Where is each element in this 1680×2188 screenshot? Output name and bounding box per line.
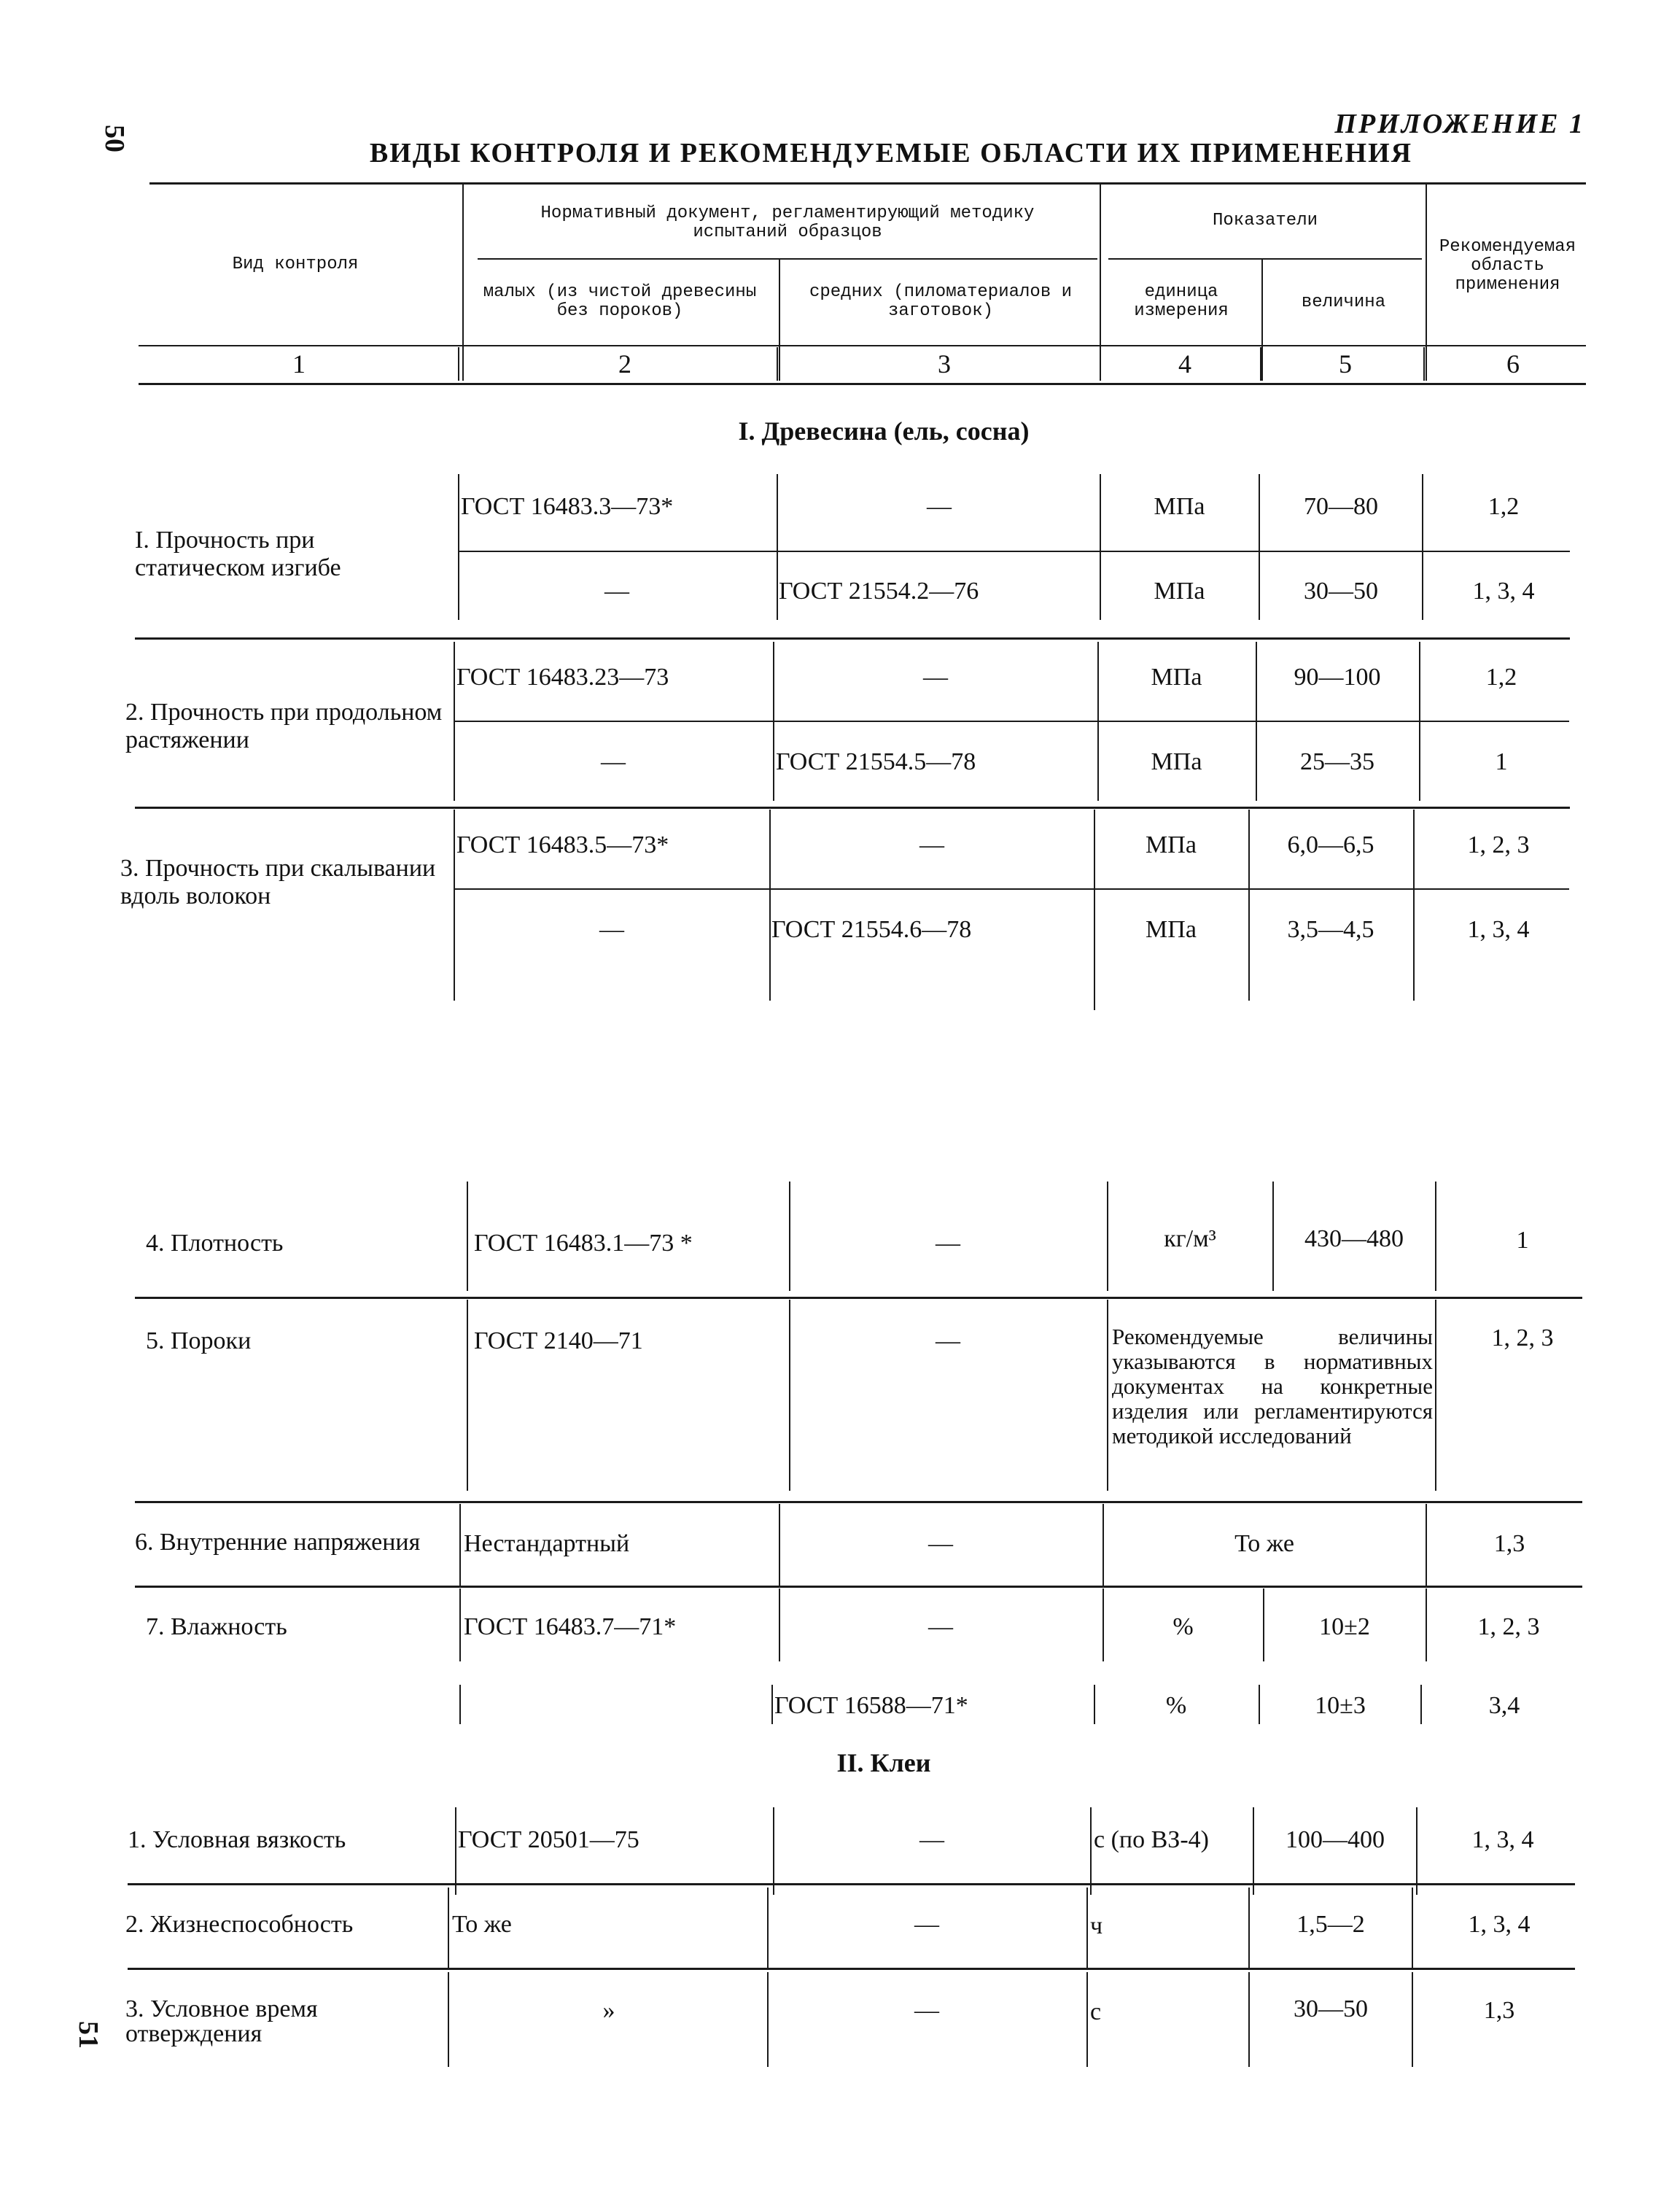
r1b-area: 1, 3, 4 [1472, 578, 1535, 605]
r4-area: 1 [1516, 1227, 1529, 1254]
r7b-unit: % [1165, 1692, 1187, 1719]
k1-doc-small: ГОСТ 20501—75 [458, 1826, 639, 1853]
r1a-doc-small: ГОСТ 16483.3—73* [461, 493, 674, 520]
k2-doc-medium: — [914, 1911, 939, 1938]
r7b-area: 3,4 [1488, 1692, 1520, 1719]
r5-note: Рекомендуемые величины указываются в нормативных документах на конкретные изделия или регламентируются методикой исследований [1112, 1324, 1433, 1448]
r6-doc-medium: — [928, 1530, 953, 1557]
r2a-value: 90—100 [1294, 664, 1381, 691]
r3b-area: 1, 3, 4 [1467, 916, 1530, 943]
r2b-area: 1 [1495, 748, 1508, 775]
glue-pot-life-name: 2. Жизнеспособность [125, 1911, 354, 1938]
r1b-doc-medium: ГОСТ 21554.2—76 [779, 578, 979, 605]
r7b-doc-medium: ГОСТ 16588—71* [774, 1692, 968, 1719]
r7a-unit: % [1172, 1613, 1194, 1640]
header-small-samples: малых (из чистой древесины без пороков) [483, 282, 757, 321]
r3a-value: 6,0—6,5 [1287, 831, 1374, 858]
glue-curing-time-name: 3. Условное время отверждения [125, 1995, 318, 2047]
page-title: ВИДЫ КОНТРОЛЯ И РЕКОМЕНДУЕМЫЕ ОБЛАСТИ ИХ ПРИМЕНЕНИЯ [369, 138, 1413, 168]
r5-area: 1, 2, 3 [1491, 1324, 1554, 1351]
k2-value: 1,5—2 [1296, 1911, 1365, 1938]
r1b-doc-small: — [604, 578, 629, 605]
r1b-value: 30—50 [1304, 578, 1378, 605]
k1-doc-medium: — [919, 1826, 944, 1853]
header-recommended-area: Рекомендуемая область применения [1439, 237, 1576, 295]
k1-value: 100—400 [1286, 1826, 1385, 1853]
r7a-area: 1, 2, 3 [1477, 1613, 1540, 1640]
column-number: 1 [292, 349, 306, 379]
r3a-area: 1, 2, 3 [1467, 831, 1530, 858]
row-shear-name: 3. Прочность при скалывании вдоль волокон [120, 855, 436, 909]
r1a-value: 70—80 [1304, 493, 1378, 520]
r3a-unit: МПа [1146, 831, 1197, 858]
page-number-bottom: 51 [73, 2021, 104, 2049]
column-number: 4 [1178, 349, 1191, 379]
row-density-name: 4. Плотность [146, 1230, 284, 1257]
r5-doc-medium: — [936, 1327, 960, 1354]
r2a-doc-small: ГОСТ 16483.23—73 [456, 664, 669, 691]
r2b-doc-medium: ГОСТ 21554.5—78 [776, 748, 976, 775]
row-defects-name: 5. Пороки [146, 1327, 252, 1354]
column-number: 5 [1339, 349, 1352, 379]
r5-doc-small: ГОСТ 2140—71 [474, 1327, 643, 1354]
section-glues-title: II. Клеи [836, 1748, 931, 1777]
r4-unit: кг/м³ [1164, 1225, 1216, 1252]
r6-note: То же [1234, 1530, 1294, 1557]
header-vid-kontrolya: Вид контроля [232, 255, 359, 274]
r3a-doc-medium: — [919, 831, 944, 858]
k3-doc-small: » [602, 1997, 615, 2024]
column-number: 3 [938, 349, 951, 379]
r1b-unit: МПа [1154, 578, 1205, 605]
r2b-value: 25—35 [1300, 748, 1374, 775]
r4-doc-medium: — [936, 1230, 960, 1257]
header-value: величина [1301, 292, 1386, 312]
header-normative-document: Нормативный документ, регламентирующий методику испытаний образцов [540, 203, 1035, 242]
r3a-doc-small: ГОСТ 16483.5—73* [456, 831, 669, 858]
r7a-doc-medium: — [928, 1613, 953, 1640]
r4-value: 430—480 [1304, 1225, 1404, 1252]
k2-area: 1, 3, 4 [1468, 1911, 1531, 1938]
k1-area: 1, 3, 4 [1471, 1826, 1534, 1853]
r7a-doc-small: ГОСТ 16483.7—71* [464, 1613, 677, 1640]
r3b-doc-small: — [599, 916, 624, 943]
r2b-unit: МПа [1151, 748, 1202, 775]
row-static-bending-name: I. Прочность при статическом изгибе [135, 527, 341, 581]
r1a-unit: МПа [1154, 493, 1205, 520]
row-internal-stress-name: 6. Внутренние напряжения [135, 1529, 421, 1556]
r2a-doc-medium: — [923, 664, 948, 691]
r6-doc-small: Нестандартный [464, 1530, 630, 1557]
header-medium-samples: средних (пиломатериалов и заготовок) [809, 282, 1073, 321]
glue-viscosity-name: 1. Условная вязкость [128, 1826, 346, 1853]
r2a-unit: МПа [1151, 664, 1202, 691]
row-tensile-name: 2. Прочность при продольном растяжении [125, 699, 443, 753]
column-number: 6 [1506, 349, 1520, 379]
header-indicators: Показатели [1212, 211, 1318, 230]
r2a-area: 1,2 [1485, 664, 1517, 691]
k2-unit: ч [1090, 1912, 1103, 1939]
page-number-top: 50 [99, 125, 130, 152]
r1a-doc-medium: — [927, 493, 952, 520]
column-number: 2 [618, 349, 631, 379]
r6-area: 1,3 [1493, 1530, 1525, 1557]
r4-doc-small: ГОСТ 16483.1—73 * [474, 1230, 693, 1257]
appendix-label: ПРИЛОЖЕНИЕ 1 [1334, 109, 1585, 139]
k3-unit: с [1090, 1998, 1102, 2025]
k3-value: 30—50 [1294, 1995, 1368, 2022]
k1-unit: с (по ВЗ-4) [1094, 1826, 1209, 1853]
k3-doc-medium: — [914, 1997, 939, 2024]
r3b-unit: МПа [1146, 916, 1197, 943]
k2-doc-small: То же [452, 1911, 512, 1938]
r3b-doc-medium: ГОСТ 21554.6—78 [771, 916, 972, 943]
section-wood-title: I. Древесина (ель, сосна) [738, 416, 1030, 446]
r2b-doc-small: — [601, 748, 626, 775]
k3-area: 1,3 [1483, 1997, 1515, 2024]
r1a-area: 1,2 [1488, 493, 1520, 520]
r7b-value: 10±3 [1315, 1692, 1366, 1719]
r7a-value: 10±2 [1319, 1613, 1370, 1640]
row-moisture-name: 7. Влажность [146, 1613, 287, 1640]
r3b-value: 3,5—4,5 [1287, 916, 1374, 943]
header-unit: единица измерения [1134, 282, 1229, 321]
